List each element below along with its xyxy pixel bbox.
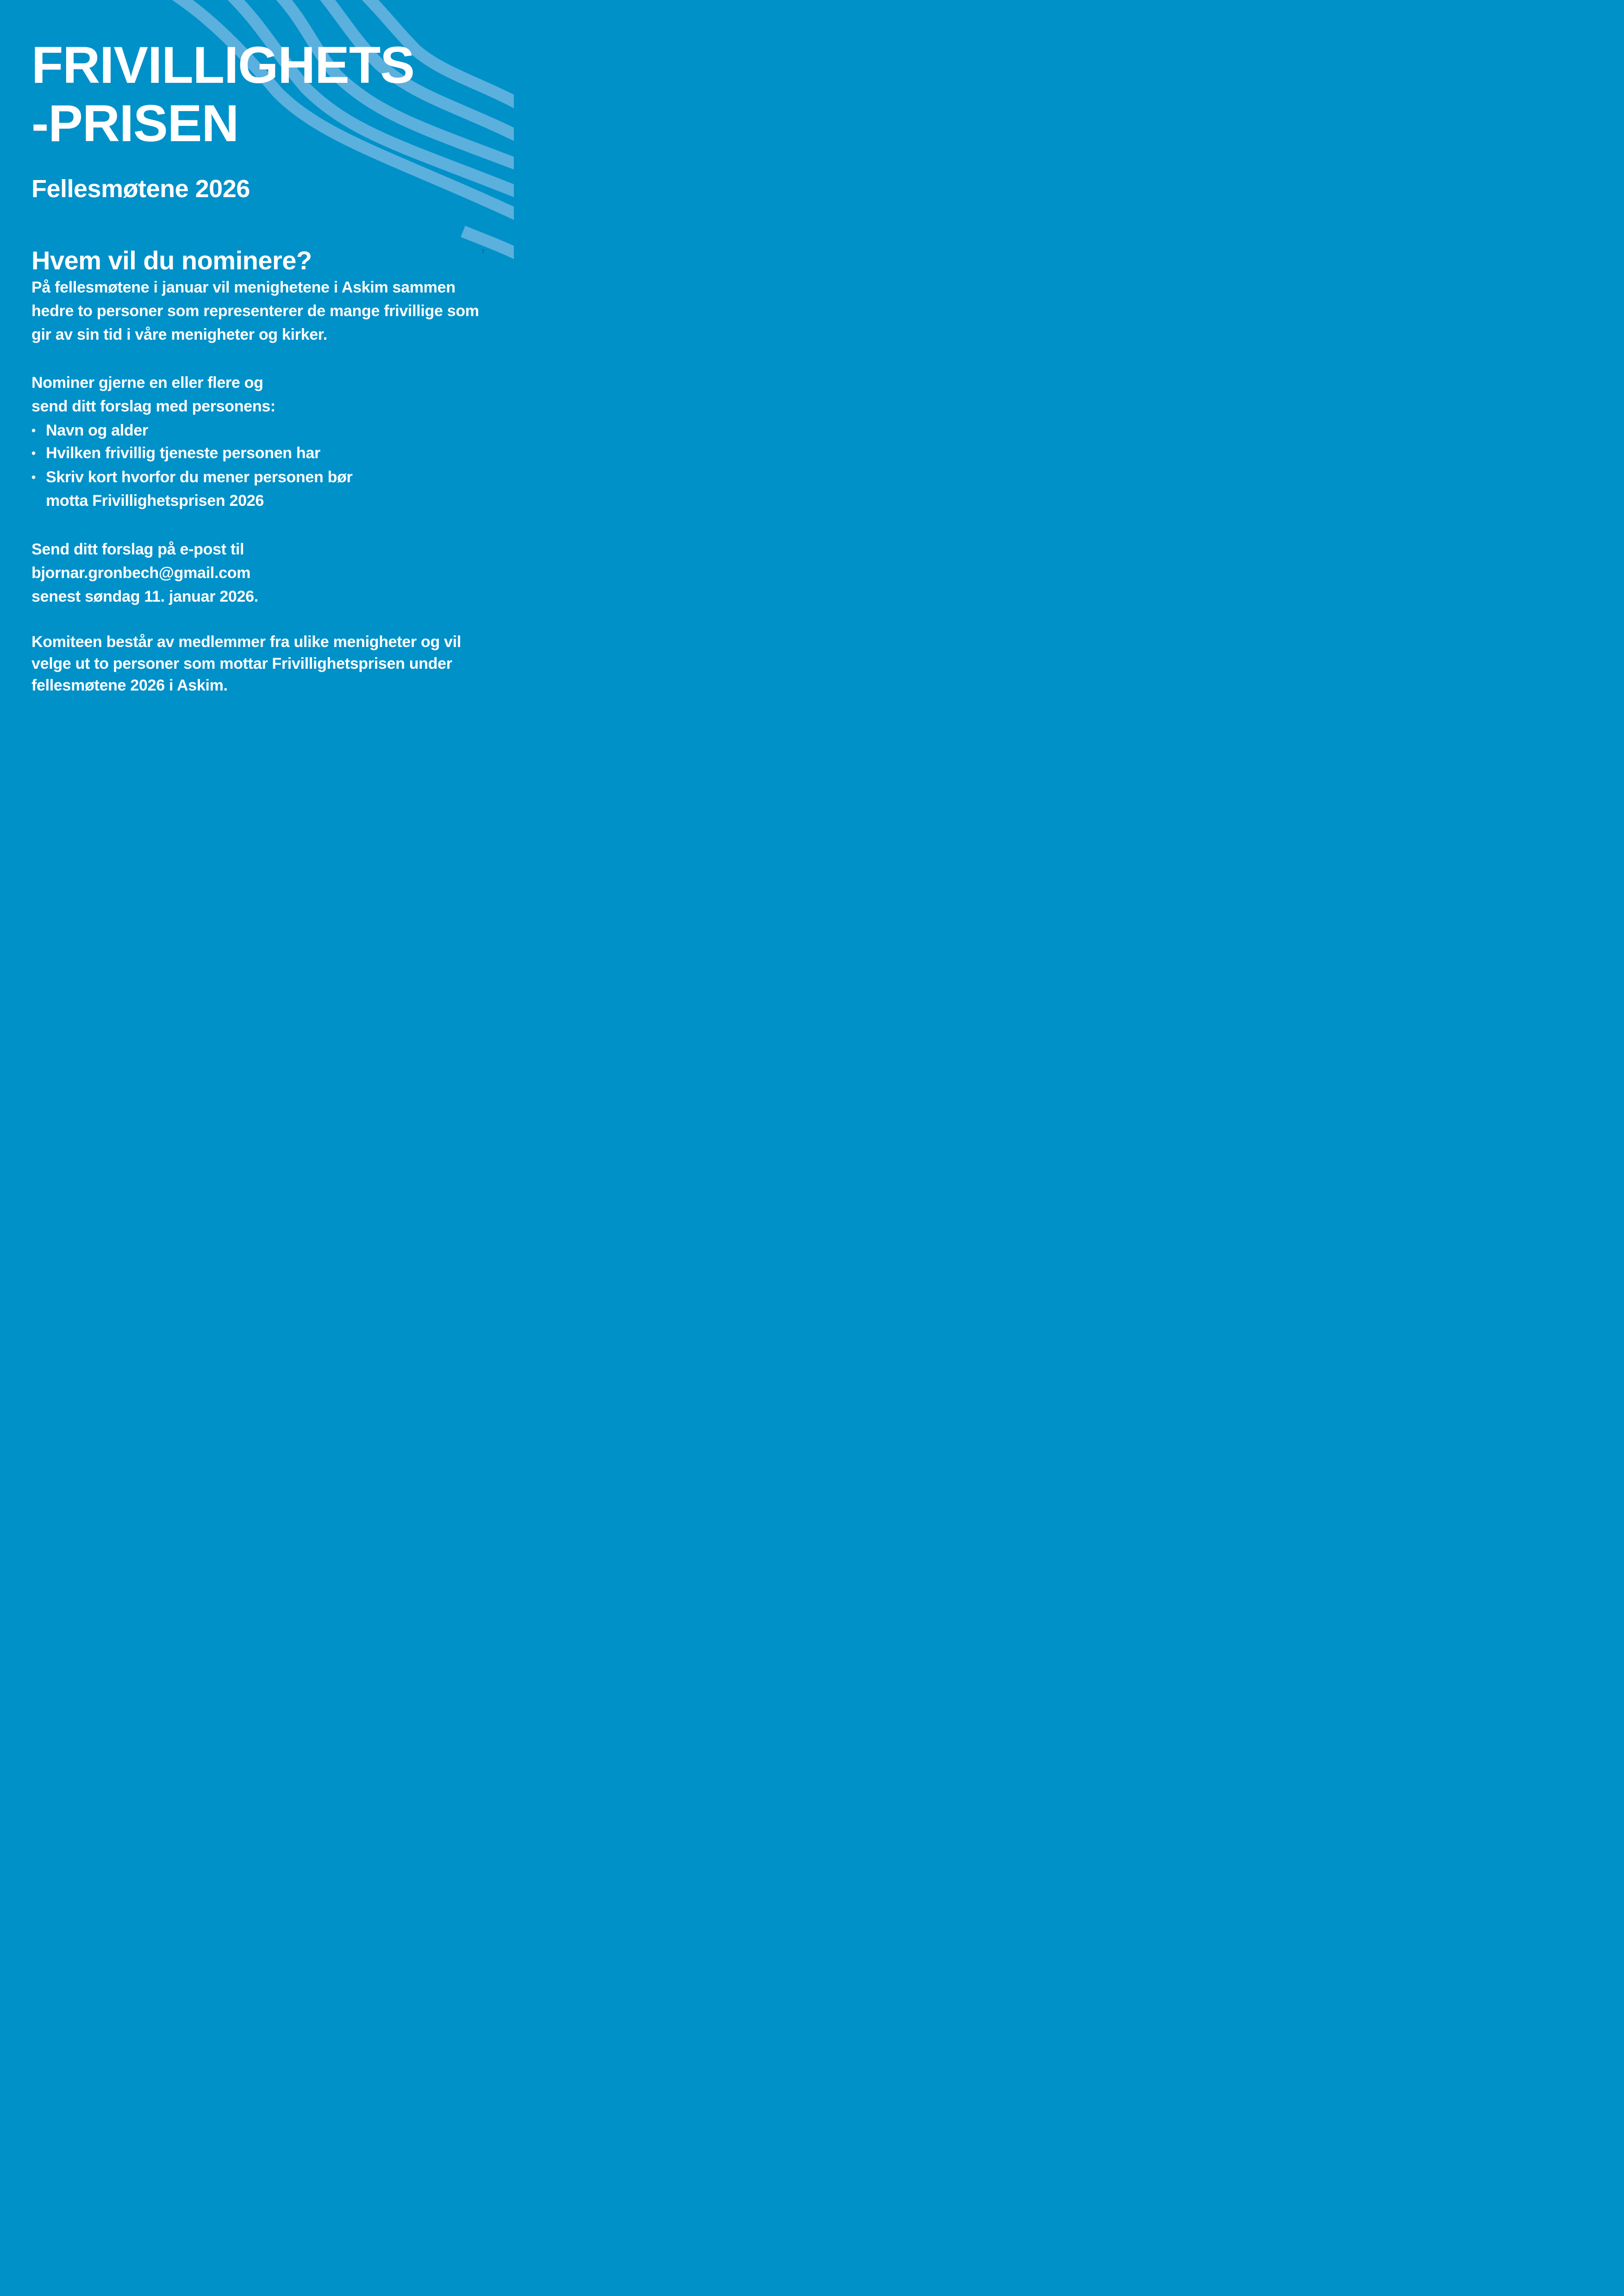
intro-paragraph: På fellesmøtene i januar vil menighetene i Askim sammen hedre to personer som representerer de mange frivillige som gir av sin tid i våre menigheter og kirker.: [31, 279, 479, 343]
nominate-line-1: Nominer gjerne en eller flere og: [31, 374, 263, 392]
event-subtitle: Fellesmøtene 2026: [31, 175, 250, 203]
list-item: [31, 466, 398, 513]
deadline-text: senest søndag 11. januar 2026.: [31, 588, 258, 605]
bullet-icon: •: [31, 446, 36, 460]
bullet-icon: •: [31, 470, 36, 484]
list-item: [31, 442, 490, 465]
committee-paragraph: Komiteen består av medlemmer fra ulike menigheter og vil velge ut to personer som mottar Frivillighetsprisen under fellesmøtene 2026 i Askim.: [31, 633, 461, 694]
wave-stripe-6: [463, 231, 514, 257]
bullet-icon: •: [31, 423, 36, 437]
title-line-2: -PRISEN: [31, 94, 239, 152]
section-heading: Hvem vil du nominere?: [31, 246, 312, 275]
list-item-text: Navn og alder: [46, 422, 148, 439]
poster-title: [31, 36, 414, 153]
list-item-text: Skriv kort hvorfor du mener personen bør motta Frivillighetsprisen 2026: [46, 468, 353, 510]
requirements-list: [31, 419, 490, 513]
send-instruction: Send ditt forslag på e-post til: [31, 541, 244, 558]
email-address[interactable]: bjornar.gronbech@gmail.com: [31, 564, 251, 582]
list-item-text: Hvilken frivillig tjeneste personen har: [46, 444, 320, 462]
nomination-instructions: [31, 371, 490, 418]
list-item: [31, 419, 490, 442]
submission-info: [31, 538, 490, 609]
title-line-1: FRIVILLIGHETS: [31, 36, 414, 94]
nominate-line-2: send ditt forslag med personens:: [31, 398, 275, 415]
corner-mark: T: [481, 249, 485, 255]
